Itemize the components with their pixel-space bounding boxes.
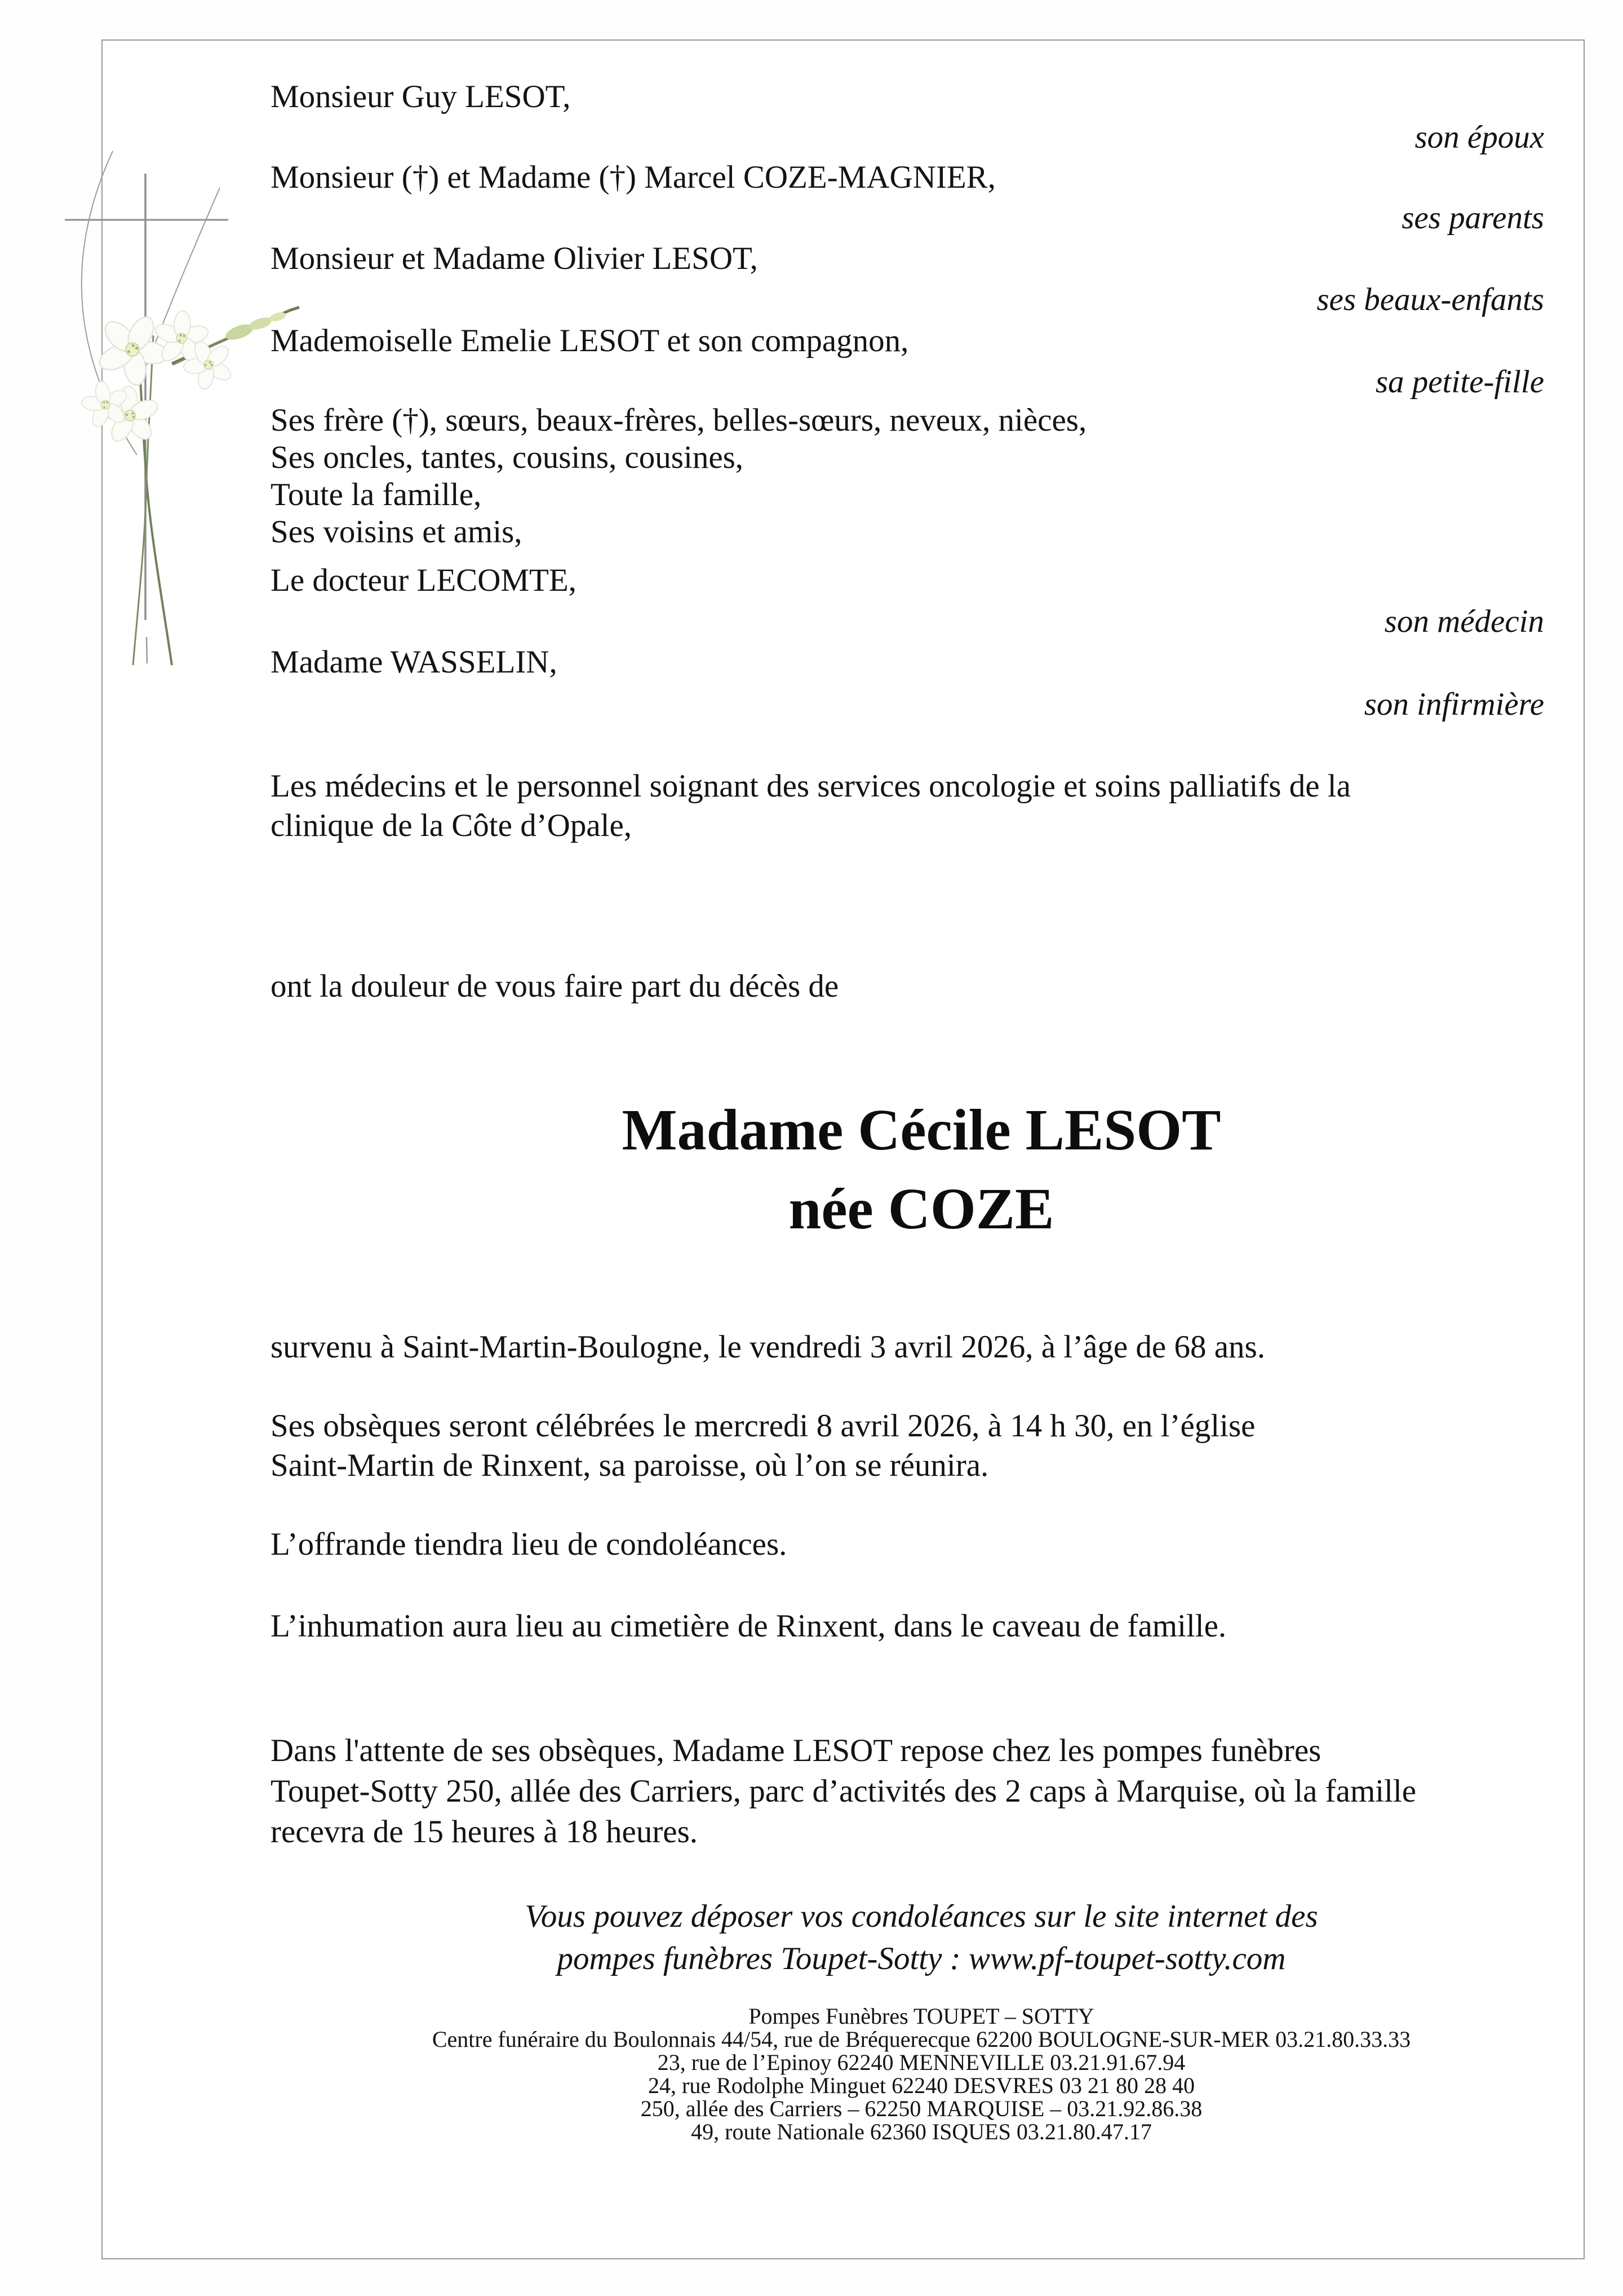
relatives-line: Toute la famille,	[270, 477, 482, 512]
funeral-home-footer	[270, 2005, 1572, 2143]
deceased-name	[270, 1091, 1572, 1249]
relation-label: ses beaux-enfants	[1316, 282, 1544, 317]
relatives-line: Ses voisins et amis,	[270, 514, 522, 550]
funeral-details-paragraph	[270, 1406, 1572, 1485]
relation-label: sa petite-fille	[1375, 364, 1544, 400]
relatives-block	[270, 402, 1572, 551]
deceased-maiden-name: née COZE	[788, 1176, 1054, 1241]
announcement-line: ont la douleur de vous faire part du décès de	[270, 968, 839, 1004]
funeral-home-address-line: Centre funéraire du Boulonnais 44/54, rue de Bréquerecque 62200 BOULOGNE-SUR-MER 03.21.80.33.33	[432, 2027, 1411, 2052]
condolences-note-line: pompes funèbres Toupet-Sotty : www.pf-toupet-sotty.com	[557, 1941, 1286, 1976]
funeral-details-line: Ses obsèques seront célébrées le mercredi 8 avril 2026, à 14 h 30, en l’église	[270, 1408, 1256, 1444]
repose-details-paragraph	[270, 1731, 1572, 1852]
family-member-line: Monsieur Guy LESOT,	[270, 79, 571, 114]
caregiver-line: Madame WASSELIN,	[270, 644, 557, 680]
condolences-note-line: Vous pouvez déposer vos condoléances sur le site internet des	[525, 1899, 1318, 1934]
offering-line: L’offrande tiendra lieu de condoléances.	[270, 1527, 787, 1562]
medical-staff-paragraph	[270, 767, 1572, 846]
funeral-home-address-line: 23, rue de l’Epinoy 62240 MENNEVILLE 03.21.91.67.94	[657, 2050, 1186, 2075]
flower-bloom	[91, 307, 175, 393]
repose-details-line: recevra de 15 heures à 18 heures.	[270, 1814, 698, 1850]
burial-line: L’inhumation aura lieu au cimetière de Rinxent, dans le caveau de famille.	[270, 1608, 1227, 1644]
relation-label: ses parents	[1402, 200, 1544, 236]
repose-details-line: Dans l'attente de ses obsèques, Madame LESOT repose chez les pompes funèbres	[270, 1733, 1322, 1768]
funeral-home-name: Pompes Funèbres TOUPET – SOTTY	[748, 2003, 1094, 2029]
funeral-home-address-line: 24, rue Rodolphe Minguet 62240 DESVRES 03 21 80 28 40	[648, 2073, 1195, 2098]
family-member-line: Monsieur (†) et Madame (†) Marcel COZE-MAGNIER,	[270, 160, 996, 195]
relatives-line: Ses frère (†), sœurs, beaux-frères, belles-sœurs, neveux, nièces,	[270, 402, 1087, 438]
deceased-name-line: Madame Cécile LESOT	[622, 1098, 1221, 1162]
caregiver-relation-label: son infirmière	[1364, 687, 1544, 722]
funeral-details-line: Saint-Martin de Rinxent, sa paroisse, où l’on se réunira.	[270, 1448, 989, 1483]
medical-staff-line: clinique de la Côte d’Opale,	[270, 808, 632, 843]
funeral-home-address-line: 49, route Nationale 62360 ISQUES 03.21.80.47.17	[691, 2119, 1152, 2144]
caregiver-line: Le docteur LECOMTE,	[270, 563, 577, 598]
repose-details-line: Toupet-Sotty 250, allée des Carriers, parc d’activités des 2 caps à Marquise, où la famille	[270, 1773, 1417, 1809]
medical-staff-line: Les médecins et le personnel soignant des services oncologie et soins palliatifs de la	[270, 768, 1351, 804]
caregiver-relation-label: son médecin	[1384, 604, 1544, 639]
family-member-line: Mademoiselle Emelie LESOT et son compagnon,	[270, 323, 909, 359]
relation-label: son époux	[1414, 120, 1544, 155]
relatives-line: Ses oncles, tantes, cousins, cousines,	[270, 440, 744, 475]
funeral-home-address-line: 250, allée des Carriers – 62250 MARQUISE – 03.21.92.86.38	[640, 2096, 1203, 2121]
family-member-line: Monsieur et Madame Olivier LESOT,	[270, 241, 758, 276]
stem	[138, 333, 172, 665]
death-details-line: survenu à Saint-Martin-Boulogne, le vendredi 3 avril 2026, à l’âge de 68 ans.	[270, 1329, 1265, 1365]
